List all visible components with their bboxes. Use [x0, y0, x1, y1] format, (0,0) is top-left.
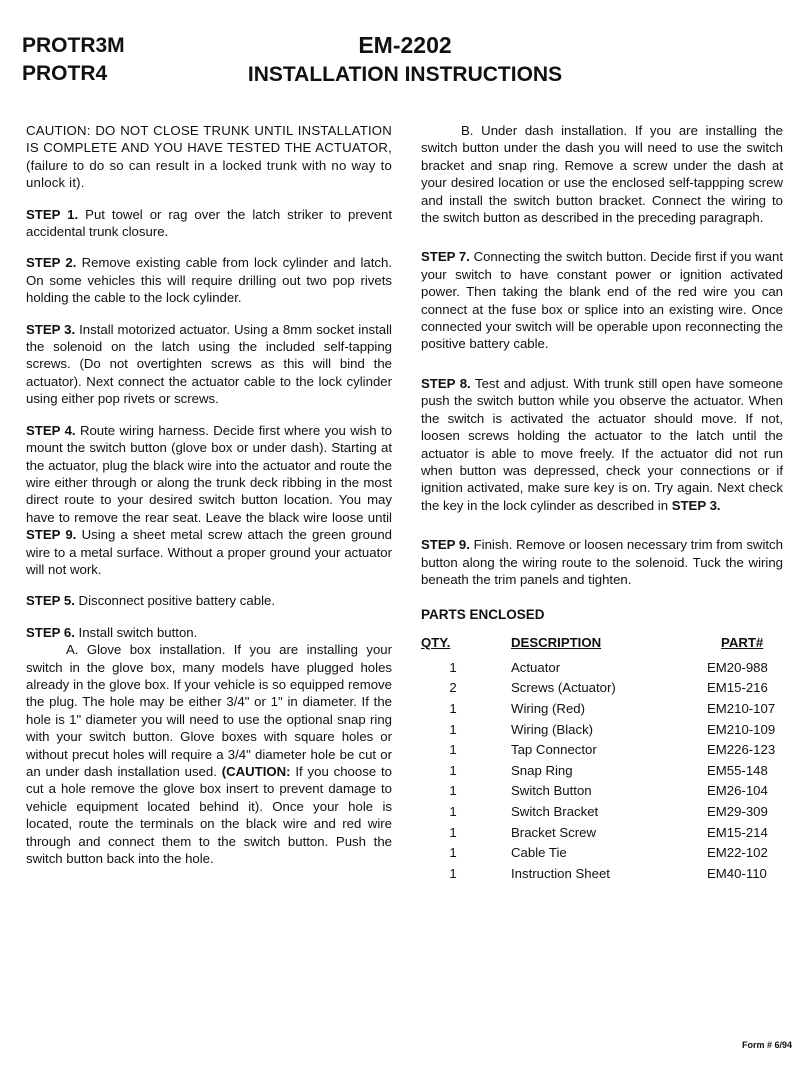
document-number: EM-2202 [358, 32, 452, 58]
qty-cell: 1 [449, 845, 457, 861]
qty-cell: 1 [449, 742, 457, 758]
step-text: Remove existing cable from lock cylinder and latch. On some vehicles this will require drilling out two pop rivets holding the cable to the lock cylinder. [26, 255, 392, 306]
page-title: INSTALLATION INSTRUCTIONS [247, 63, 563, 86]
qty-cell: 1 [449, 803, 457, 819]
step-label: STEP 4. [26, 422, 76, 438]
step-text: Route wiring harness. Decide first where you wish to mount the switch button (glove box or under dash). Starting at the actuator, plug the black wire into the actuator and route the wire either through or along the trunk deck ribbing in the most direct route to your desired switch button location. You may have to remove the rear seat. Leave the black wire loose until [26, 422, 392, 525]
step-text: Install switch button. [78, 624, 198, 640]
part-cell: EM26-104 [707, 783, 768, 799]
table-row [421, 781, 783, 802]
step-text: Test and adjust. With trunk still open have someone push the switch button while you observe the actuator. When the switch is activated the actuator should move. If not, loosen screws holding the actuator to the latch until the actuator is able to move freely. If the actuator did not run when button was depressed, check your connections or if ignition activated, make sure key is on. Try again. Next check the key in the lock cylinder as described in [421, 375, 784, 513]
step-text: B. Under dash installation. If you are installing the switch button under the dash you will need to use the switch bracket and snap ring. Remove a screw under the dash at your desired location or use the enclosed self-tappping screw and install the switch button bracket. Connect the wiring to the switch button as described in the preceding paragraph. [421, 123, 783, 226]
description-cell: Bracket Screw [511, 824, 597, 840]
description-cell: Instruction Sheet [511, 865, 610, 881]
qty-cell: 1 [449, 659, 457, 675]
step-4 [26, 422, 392, 579]
description-cell: Actuator [511, 659, 561, 675]
step-label: STEP 9. [421, 537, 470, 553]
description-cell: Switch Button [511, 783, 592, 799]
column-header-part: PART# [721, 634, 764, 650]
parts-table [421, 630, 783, 884]
step-1 [26, 206, 392, 241]
right-column [421, 122, 783, 884]
caution-paragraph [26, 122, 392, 192]
step-5 [26, 592, 392, 609]
step-label: STEP 6. [26, 624, 75, 640]
step-7 [421, 248, 783, 352]
part-cell: EM55-148 [707, 762, 768, 778]
table-row [421, 678, 783, 699]
step-label: STEP 3. [26, 321, 76, 337]
table-row [421, 657, 783, 678]
description-cell: Wiring (Black) [511, 721, 594, 737]
part-cell: EM22-102 [707, 845, 768, 861]
table-row [421, 863, 783, 884]
document-header [205, 30, 605, 90]
left-column [26, 122, 392, 881]
table-row [421, 719, 783, 740]
description-cell: Wiring (Red) [511, 700, 586, 716]
table-row [421, 801, 783, 822]
parts-header-row [421, 630, 783, 657]
table-row [421, 822, 783, 843]
step-6b [421, 122, 783, 226]
description-cell: Screws (Actuator) [511, 680, 616, 696]
step-label: STEP 8. [421, 375, 471, 391]
step-reference: STEP 3. [671, 497, 721, 513]
table-row [421, 740, 783, 761]
model-numbers [22, 32, 125, 88]
table-row [421, 698, 783, 719]
caution-text: CAUTION: DO NOT CLOSE TRUNK UNTIL INSTALLATION IS COMPLETE AND YOU HAVE TESTED THE ACTUATOR, (failure to do so can result in a locked trunk with no way to unlock it). [26, 123, 392, 191]
part-cell: EM210-107 [707, 700, 776, 716]
part-cell: EM210-109 [707, 721, 776, 737]
part-cell: EM29-309 [707, 803, 768, 819]
column-header-description: DESCRIPTION [511, 634, 602, 650]
model-line-1: PROTR3M [22, 34, 125, 57]
part-cell: EM15-216 [707, 680, 768, 696]
step-reference: STEP 9. [26, 527, 77, 543]
qty-cell: 1 [449, 700, 457, 716]
part-cell: EM40-110 [707, 865, 767, 881]
qty-cell: 1 [449, 721, 457, 737]
qty-cell: 1 [449, 783, 457, 799]
column-header-qty: QTY. [421, 634, 451, 650]
qty-cell: 2 [449, 680, 457, 696]
step-label: STEP 2. [26, 255, 77, 271]
step-label: STEP 7. [421, 249, 470, 265]
step-label: STEP 1. [26, 206, 79, 222]
qty-cell: 1 [449, 824, 457, 840]
qty-cell: 1 [449, 762, 457, 778]
step-text: Install motorized actuator. Using a 8mm socket install the solenoid on the latch using the included self-tapping screws. (Do not overtighten screws as this will bind the actuator). Next connect the actuator cable to the lock cylinder using either pop rivets or screws. [26, 321, 392, 407]
form-number: Form # 6/94 [741, 1040, 792, 1050]
step-6 [26, 624, 392, 641]
step-9 [421, 536, 783, 588]
part-cell: EM226-123 [707, 742, 776, 758]
table-row [421, 760, 783, 781]
step-text: Disconnect positive battery cable. [78, 593, 275, 609]
description-cell: Cable Tie [511, 845, 567, 861]
step-text: A. Glove box installation. If you are installing your switch in the glove box, many models have plugged holes already in the glove box. If your vehicle is so equipped remove the plug. The hole may be either 3/4" or 1" in diameter. If the hole is 1" diameter you will need to use the optional snap ring with your switch button. Glove boxes with square holes or without precut holes will require a 3/4" diameter hole be cut or an under dash installation used. [26, 642, 392, 779]
description-cell: Tap Connector [511, 742, 597, 758]
step-2 [26, 254, 392, 306]
step-6a [26, 641, 392, 867]
caution-label: (CAUTION: [221, 764, 291, 779]
step-label: STEP 5. [26, 593, 75, 609]
qty-cell: 1 [449, 865, 457, 881]
part-cell: EM20-988 [707, 659, 768, 675]
step-text: Finish. Remove or loosen necessary trim from switch button along the wiring route to the solenoid. Tuck the wiring beneath the trim panels and tighten. [421, 537, 783, 587]
step-3 [26, 321, 392, 408]
step-8 [421, 375, 783, 514]
description-cell: Switch Bracket [511, 803, 599, 819]
step-text: Connecting the switch button. Decide first if you want your switch to have constant power or ignition activated power. Then taking the blank end of the red wire you can connect at the fuse box or splice into an existing wire. Once connected your switch will be operable upon reconnecting the positive battery cable. [421, 249, 783, 352]
description-cell: Snap Ring [511, 762, 573, 778]
parts-enclosed-title: PARTS ENCLOSED [421, 607, 545, 623]
step-text: Using a sheet metal screw attach the green ground wire to a metal surface. Without a proper ground your actuator will not work. [26, 527, 393, 577]
part-cell: EM15-214 [707, 824, 768, 840]
table-row [421, 843, 783, 864]
step-text: If you choose to cut a hole remove the glove box insert to prevent damage to vehicle equipment located behind it). Once your hole is located, route the terminals on the black wire and red wire through and connect them to the switch button. Push the switch button back into the hole. [26, 764, 392, 867]
model-line-2: PROTR4 [22, 62, 108, 85]
step-text: Put towel or rag over the latch striker to prevent accidental trunk closure. [26, 206, 392, 240]
